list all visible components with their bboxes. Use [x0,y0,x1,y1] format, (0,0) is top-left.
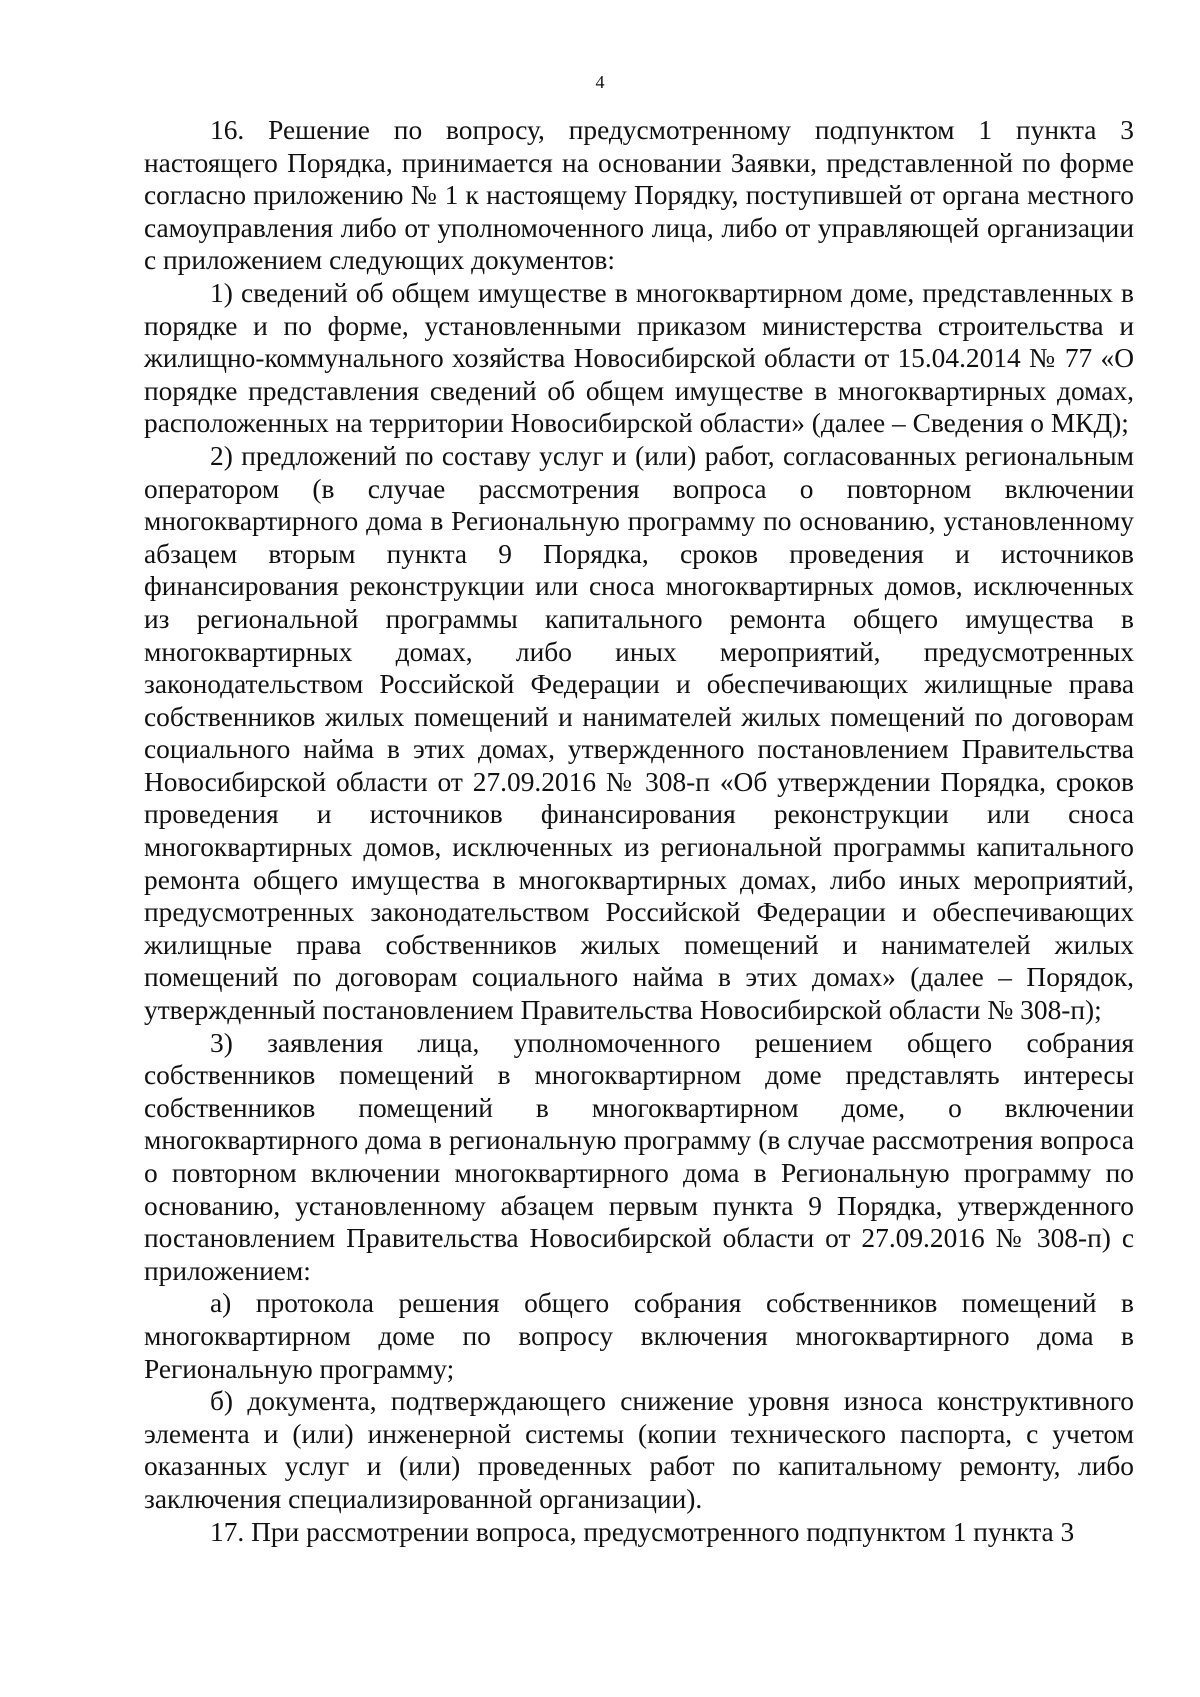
page-number: 4 [595,72,605,92]
paragraph-16-item-3b: б) документа, подтверждающего снижение уровня износа конструктивного элемента и (или) инженерной системы (копии технического паспорта, с учетом оказанных услуг и (или) проведенных работ по капитальному ремонту, либо заключения специализированной организации). [144,1386,1134,1514]
paragraph-16-item-1: 1) сведений об общем имуществе в многоквартирном доме, представленных в порядке и по форме, установленными приказом министерства строительства и жилищно-коммунального хозяйства Новосибирской области от 15.04.2014 № 77 «О порядке представления сведений об общем имуществе в многоквартирных домах, расположенных на территории Новосибирской области» (далее – Сведения о МКД); [144,277,1134,439]
paragraph-16-item-3a: а) протокола решения общего собрания собственников помещений в многоквартирном доме по вопросу включения многоквартирного дома в Региональную программу; [144,1288,1134,1384]
paragraph-17: 17. При рассмотрении вопроса, предусмотренного подпунктом 1 пункта 3 [210,1516,1075,1547]
document-body [144,114,1134,1548]
paragraph-16-item-3: 3) заявления лица, уполномоченного решением общего собрания собственников помещений в многоквартирном доме представлять интересы собственников помещений в многоквартирном доме, о включении многоквартирного дома в региональную программу (в случае рассмотрения вопроса о повторном включении многоквартирного дома в Региональную программу по основанию, установленному абзацем первым пункта 9 Порядка, утвержденного постановлением Правительства Новосибирской области от 27.09.2016 № 308-п) с приложением: [144,1027,1134,1286]
paragraph-16: 16. Решение по вопросу, предусмотренному подпунктом 1 пункта 3 настоящего Порядка, принимается на основании Заявки, представленной по форме согласно приложению № 1 к настоящему Порядку, поступившей от органа местного самоуправления либо от уполномоченного лица, либо от управляющей организации с приложением следующих документов: [144,115,1134,276]
paragraph-16-item-2: 2) предложений по составу услуг и (или) работ, согласованных региональным оператором (в случае рассмотрения вопроса о повторном включении многоквартирного дома в Региональную программу по основанию, установленному абзацем вторым пункта 9 Порядка, сроков проведения и источников финансирования реконструкции или сноса многоквартирных домов, исключенных из региональной программы капитального ремонта общего имущества в многоквартирных домах, либо иных мероприятий, предусмотренных законодательством Российской Федерации и обеспечивающих жилищные права собственников жилых помещений и нанимателей жилых помещений по договорам социального найма в этих домах, утвержденного постановлением Правительства Новосибирской области от 27.09.2016 № 308-п «Об утверждении Порядка, сроков проведения и источников финансирования реконструкции или сноса многоквартирных домов, исключенных из региональной программы капитального ремонта общего имущества в многоквартирных домах, либо иных мероприятий, предусмотренных законодательством Российской Федерации и обеспечивающих жилищные права собственников жилых помещений и нанимателей жилых помещений по договорам социального найма в этих домах» (далее – Порядок, утвержденный постановлением Правительства Новосибирской области № 308-п); [144,440,1134,1026]
